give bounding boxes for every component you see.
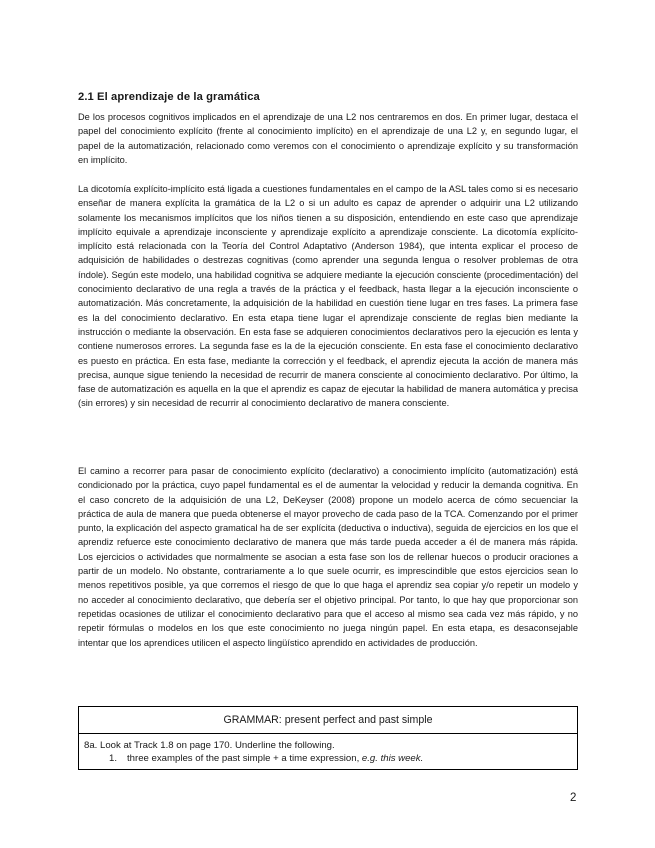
- paragraph-2: La dicotomía explícito-implícito está ligada a cuestiones fundamentales en el campo de la ASL tales como si es necesario enseñar de manera explícita la gramática de la L2 o si un adulto es capaz de aprender o adquirir una L2 utilizando solamente los mecanismos implícitos que los niños tienen a su disposición, entendiendo en este caso que aprendizaje implícito equivale a aprendizaje inconsciente y aprendizaje explícito a aprendizaje consciente. La dicotomía explícito-implícito está relacionada con la Teoría del Control Adaptativo (Anderson 1984), que intenta explicar el proceso de adquisición de habilidades o destrezas cognitivas (como aprender una segunda lengua o resolver problemas de otra índole). Según este modelo, una habilidad cognitiva se adquiere mediante la ejecución consciente (procedimentación) del conocimiento declarativo de una regla a través de la práctica y el feedback, hasta llegar a la ejecución inconsciente o automatización. Más concretamente, la adquisición de la habilidad en cuestión tiene lugar en tres fases. La primera fase es la del conocimiento declarativo. En esta etapa tiene lugar el aprendizaje consciente de reglas bien mediante la instrucción o mediante la observación. En esta fase se adquieren conocimientos declarativos pero la ejecución es lenta y contiene numerosos errores. La segunda fase es la de la ejecución consciente. En esta fase el conocimiento declarativo es puesto en práctica. En esta fase, mediante la corrección y el feedback, el aprendiz ejecuta la acción de manera más precisa, aunque sigue teniendo la necesidad de recurrir de manera consciente al conocimiento declarativo. Por último, la fase de automatización es aquella en la que el aprendiz es capaz de ejecutar la habilidad de manera automática y precisa (sin errores) y sin necesidad de recurrir al conocimiento declarativo de manera consciente.: [78, 184, 578, 409]
- grammar-item-number: 1.: [109, 752, 118, 764]
- paragraph-3: El camino a recorrer para pasar de conocimiento explícito (declarativo) a conocimiento implícito (automatización) está condicionado por la práctica, cuyo papel fundamental es el de aumentar la velocidad y reducir la demanda cognitiva. En el caso concreto de la adquisición de una L2, DeKeyser (2008) propone un modelo acerca de cómo secuenciar la práctica de aula de manera que pueda obtenerse el mayor provecho de cada paso de la TCA. Comenzando por el primer punto, la explicación del aspecto gramatical ha de ser explícita (deductiva o inductiva), seguida de ejercicios en los que el aprendiz refuerce este conocimiento declarativo de manera que más tarde pueda acceder a él de manera más rápida. Los ejercicios o actividades que normalmente se asocian a esta fase son los de rellenar huecos o producir oraciones a partir de un modelo. No obstante, contrariamente a lo que suele ocurrir, es imprescindible que estos ejercicios sean lo menos repetitivos posible, ya que corremos el riesgo de que lo que haga el aprendiz sea copiar y/o repetir un modelo y no acceder al conocimiento declarativo, que debería ser el objetivo principal. Por tanto, lo que hay que proporcionar son repetidas ocasiones de utilizar el conocimiento declarativo para que el acceso al mismo sea cada vez más rápido, y no repetir fórmulas o modelos en los que este conocimiento no juega ningún papel. En esta etapa, es desaconsejable intentar que los aprendices utilicen el aspecto lingüístico aprendido en actividades de producción.: [78, 466, 578, 648]
- grammar-box-title: GRAMMAR: present perfect and past simple: [79, 707, 577, 734]
- grammar-item-text: three examples of the past simple + a time expression,: [127, 752, 362, 764]
- grammar-item-example: e.g. this week.: [361, 752, 424, 764]
- grammar-list-item: [84, 753, 577, 766]
- grammar-instruction: 8a. Look at Track 1.8 on page 170. Underline the following.: [84, 740, 335, 751]
- page-number: 2: [570, 792, 577, 804]
- grammar-box: [78, 706, 578, 770]
- paragraph-1: De los procesos cognitivos implicados en el aprendizaje de una L2 nos centraremos en dos. En primer lugar, destaca el papel del conocimiento explícito (frente al conocimiento implícito) en el aprendizaje de una L2 y, en segundo lugar, el papel de la automatización, relacionado como veremos con el conocimiento o aprendizaje explícito y su transformación en implícito.: [78, 112, 578, 165]
- section-heading: 2.1 El aprendizaje de la gramática: [78, 91, 260, 103]
- grammar-box-body: [79, 734, 577, 765]
